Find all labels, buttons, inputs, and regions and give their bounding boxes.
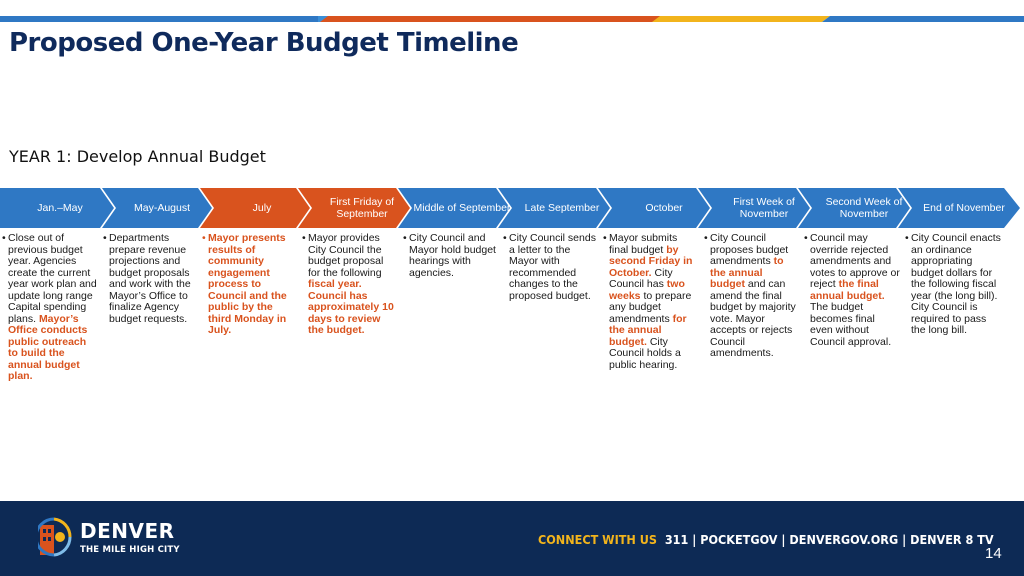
detail-text (403, 233, 499, 279)
detail-text (103, 233, 199, 325)
detail-segment: City Council has (609, 266, 673, 290)
step-label-october: October (645, 202, 683, 214)
page-subtitle: YEAR 1: Develop Annual Budget (9, 147, 266, 166)
detail-segment: to prepare any budget amendments (609, 289, 692, 325)
detail-column: • Close out of previous budget year. Agencies create the current year work plan and update long range Capital spending plans. Mayor’s Office conducts public outreach to build the annual budget plan. (2, 232, 97, 382)
detail-column: • Mayor submits final budget by second Friday in October. City Council has two weeks to prepare any budget amendments for the annual budget. City Council holds a public hearing. (603, 233, 699, 371)
page-number: 14 (985, 545, 1002, 562)
highlight-text: Mayor presents results of community engagement process to Council and the public by the third Monday in July. (208, 232, 287, 336)
step-label-second-week-november: Second Week of November (825, 196, 903, 220)
detail-segment: Close out of previous budget year. Agencies create the current year work plan and update long range Capital spending plans. (8, 232, 97, 325)
step-label-july: July (252, 202, 272, 214)
detail-text (302, 233, 398, 337)
step-label-may-august: May-August (133, 202, 191, 214)
detail-segment: City Council enacts an ordinance appropriating budget dollars for the following fiscal year (the long bill). City Council is required to pass the long bill. (911, 232, 1001, 336)
step-label-middle-september: Middle of September (413, 202, 511, 214)
step-label-end-november: End of November (923, 202, 1005, 214)
step-label-jan-may: Jan.–May (37, 202, 83, 214)
detail-column: • City Council proposes budget amendments to the annual budget and can amend the final budget by majority vote. Mayor accepts or rejects Council amendments. (704, 233, 800, 360)
step-label-first-friday-september: First Friday of September (329, 196, 395, 220)
highlight-text: for the annual budget. (609, 312, 687, 348)
highlight-text: Mayor’s Office conducts public outreach to build the annual budget plan. (8, 312, 88, 382)
top-color-stripe (0, 0, 1024, 22)
connect-line (538, 532, 994, 547)
step-label-first-week-november: First Week of November (733, 196, 795, 220)
detail-text (905, 233, 1001, 337)
denver-logo-icon (38, 517, 72, 557)
detail-segment: Departments prepare revenue projections and budget proposals and work with the Mayor’s Office to finalize Agency budget requests. (109, 232, 191, 325)
highlight-text: the final annual budget. (810, 278, 885, 302)
detail-column: • Departments prepare revenue projections and budget proposals and work with the Mayor’s Office to finalize Agency budget requests. (103, 233, 199, 325)
step-label-late-september: Late September (524, 202, 600, 214)
detail-text (202, 233, 298, 337)
highlight-text: two weeks (609, 278, 685, 302)
detail-segment: Council may override rejected amendments and votes to approve or reject (810, 232, 900, 290)
detail-column: • City Council enacts an ordinance appropriating budget dollars for the following fiscal year (the long bill). City Council is required to pass the long bill. (905, 232, 1001, 336)
highlight-text: by second Friday in October. (609, 243, 693, 279)
detail-text (804, 233, 900, 348)
detail-segment: The budget becomes final even without Council approval. (810, 301, 892, 348)
brand-tagline: THE MILE HIGH CITY (80, 545, 180, 555)
detail-text (2, 233, 98, 383)
highlight-text: fiscal year. Council has approximately 10 days to review the budget. (308, 278, 394, 336)
detail-segment: City Council proposes budget amendments (710, 232, 789, 267)
detail-column: • City Council and Mayor hold budget hearings with agencies. (403, 233, 499, 279)
page-title: Proposed One-Year Budget Timeline (9, 28, 519, 58)
detail-segment: and can amend the final budget by majority vote. Mayor accepts or rejects Council amendments. (710, 278, 796, 359)
detail-column: • Council may override rejected amendments and votes to approve or reject the final annual budget. The budget becomes final even without Council approval. (804, 232, 900, 348)
brand-name: DENVER (80, 519, 175, 543)
detail-segment: City Council sends a letter to the Mayor with recommended changes to the proposed budget. (509, 232, 596, 302)
detail-text (503, 233, 599, 302)
highlight-text: to the annual budget (710, 255, 784, 290)
connect-channels: 311 | POCKETGOV | DENVERGOV.ORG | DENVER 8 TV (664, 532, 994, 547)
detail-text (704, 233, 800, 360)
detail-segment: City Council and Mayor hold budget hearings with agencies. (409, 232, 496, 279)
detail-segment: City Council holds a public hearing. (609, 335, 681, 371)
detail-text (603, 233, 699, 371)
detail-column: • Mayor provides City Council the budget proposal for the following fiscal year. Council has approximately 10 days to review the budget. (302, 233, 398, 337)
detail-segment: Mayor provides City Council the budget proposal for the following (308, 232, 384, 279)
detail-segment: Mayor submits final budget (609, 232, 678, 256)
detail-column: • Mayor presents results of community engagement process to Council and the public by the third Monday in July. (202, 233, 298, 337)
detail-column: • City Council sends a letter to the Mayor with recommended changes to the proposed budget. (503, 233, 599, 302)
connect-lead: CONNECT WITH US (538, 532, 657, 547)
